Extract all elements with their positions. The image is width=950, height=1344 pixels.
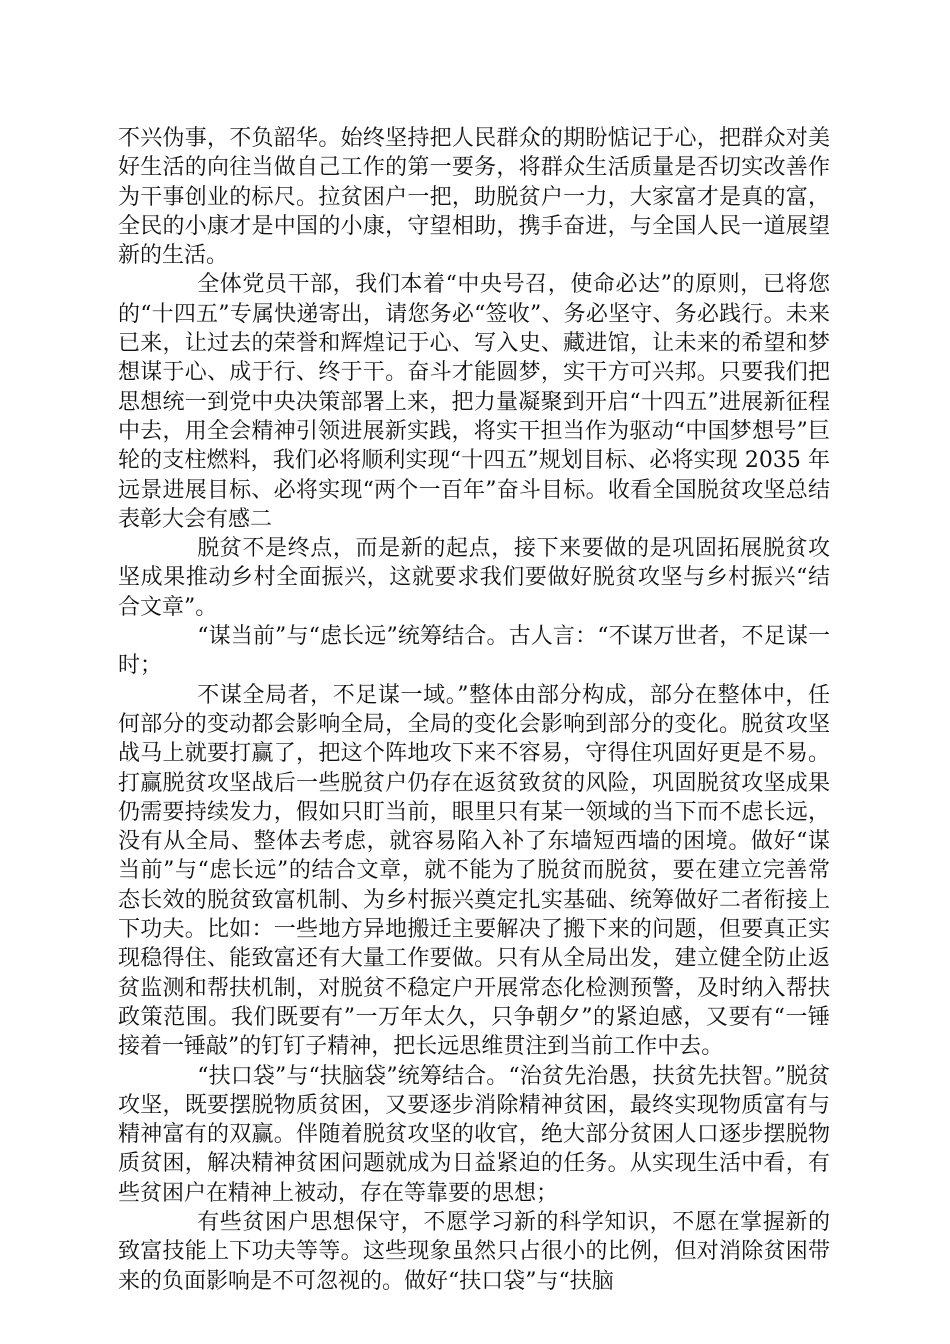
paragraph-7: 有些贫困户思想保守，不愿学习新的科学知识，不愿在掌握新的致富技能上下功夫等等。这些现象虽然只占很小的比例，但对消除贫困带来的负面影响是不可忽视的。做好“扶口袋”与“扶脑 xyxy=(118,1209,830,1294)
paragraph-5: 不谋全局者，不足谋一域。”整体由部分构成，部分在整体中，任何部分的变动都会影响全局，全局的变化会影响到部分的变化。脱贫攻坚战马上就要打赢了，把这个阵地攻下来不容易，守得住巩固好更是不易。打赢脱贫攻坚战后一些脱贫户仍存在返贫致贫的风险，巩固脱贫攻坚成果仍需要持续发力，假如只盯当前，眼里只有某一领域的当下而不虑长远，没有从全局、整体去考虑，就容易陷入补了东墙短西墙的困境。做好“谋当前”与“虑长远”的结合文章，就不能为了脱贫而脱贫，要在建立完善常态长效的脱贫致富机制、为乡村振兴奠定扎实基础、统筹做好二者衔接上下功夫。比如：一些地方异地搬迁主要解决了搬下来的问题，但要真正实现稳得住、能致富还有大量工作要做。只有从全局出发，建立健全防止返贫监测和帮扶机制，对脱贫不稳定户开展常态化检测预警，及时纳入帮扶政策范围。我们既要有”一万年太久，只争朝夕”的紧迫感，又要有“一锤接着一锤敲”的钉钉子精神，把长远思维贯注到当前工作中去。 xyxy=(118,682,830,1060)
document-body xyxy=(118,124,830,1296)
paragraph-2: 全体党员干部，我们本着“中央号召，使命必达”的原则，已将您的“十四五”专属快递寄出，请您务必“签收”、务必坚守、务必践行。未来已来，让过去的荣誉和辉煌记于心、写入史、藏进馆，让未来的希望和梦想谋于心、成于行、终于干。奋斗才能圆梦，实干方可兴邦。只要我们把思想统一到党中央决策部署上来，把力量凝聚到开启“十四五”进展新征程中去，用全会精神引领进展新实践，将实干担当作为驱动“中国梦想号”巨轮的支柱燃料，我们必将顺利实现“十四五”规划目标、必将实现 2035 年远景进展目标、必将实现“两个一百年”奋斗目标。收看全国脱贫攻坚总结表彰大会有感二 xyxy=(118,272,830,532)
paragraph-4: “谋当前”与“虑长远”统筹结合。古人言：“不谋万世者，不足谋一时； xyxy=(118,624,830,679)
paragraph-3: 脱贫不是终点，而是新的起点，接下来要做的是巩固拓展脱贫攻坚成果推动乡村全面振兴，这就要求我们要做好脱贫攻坚与乡村振兴“结合文章”。 xyxy=(118,536,830,620)
paragraph-6: “扶口袋”与“扶脑袋”统筹结合。“治贫先治愚，扶贫先扶智。”脱贫攻坚，既要摆脱物质贫困，又要逐步消除精神贫困，最终实现物质富有与精神富有的双赢。伴随着脱贫攻坚的收官，绝大部分贫困人口逐步摆脱物质贫困，解决精神贫困问题就成为日益紧迫的任务。从实现生活中看，有些贫困户在精神上被动，存在等靠要的思想； xyxy=(118,1063,830,1206)
paragraph-1: 不兴伪事，不负韶华。始终坚持把人民群众的期盼惦记于心，把群众对美好生活的向往当做自己工作的第一要务，将群众生活质量是否切实改善作为干事创业的标尺。拉贫困户一把，助脱贫户一力，大家富才是真的富，全民的小康才是中国的小康，守望相助，携手奋进，与全国人民一道展望新的生活。 xyxy=(118,126,830,269)
